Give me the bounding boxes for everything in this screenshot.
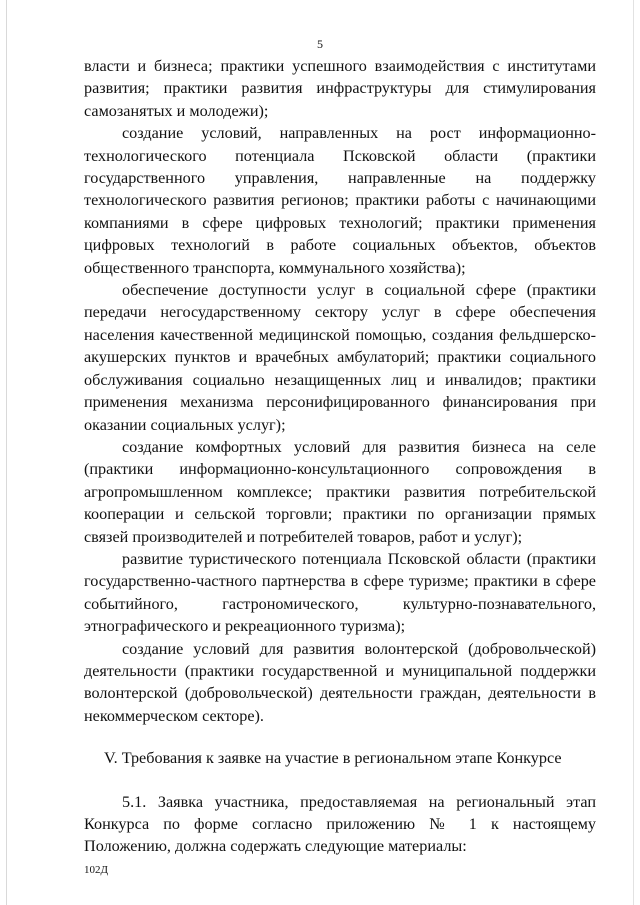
paragraph-continuation: власти и бизнеса; практики успешного взаимодействия с институтами развития; практики развития инфраструктуры для стимулирования самозанятых и молодежи); <box>84 57 596 120</box>
scan-edge-right <box>633 0 634 905</box>
paragraph-tourism: развитие туристического потенциала Псковской области (практики государственно-частного партнерства в сфере туризме; практики в сфере событийного, гастрономического, культурно-познавательного, этнографического и рекреационного туризма); <box>84 549 596 636</box>
document-body <box>84 55 596 858</box>
footer-code: 102Д <box>84 864 109 876</box>
paragraph-volunteering: создание условий для развития волонтерской (добровольческой) деятельности (практики государственной и муниципальной поддержки волонтерской (добровольческой) деятельности граждан, деятельности в некоммерческом секторе). <box>84 639 596 725</box>
section-heading: V. Требования к заявке на участие в региональном этапе Конкурсе <box>104 749 562 768</box>
paragraph-rural-business: создание комфортных условий для развития бизнеса на селе (практики информационно-консультационного сопровождения в агропромышленном комплексе; практики развития потребительской кооперации и сельской торговли; практики по организации прямых связей производителей и потребителей товаров, работ и услуг); <box>84 437 596 546</box>
scan-edge-left <box>6 0 7 905</box>
page-number: 5 <box>317 37 323 51</box>
paragraph-social-services: обеспечение доступности услуг в социальной сфере (практики передачи негосударственному сектору услуг в сфере обеспечения населения качественной медицинской помощью, создания фельдшерско-акушерских пунктов и врачебных амбулаторий; практики социального обслуживания социально незащищенных лиц и инвалидов; практики применения механизма персонифицированного финансирования при оказании социальных услуг); <box>84 281 596 434</box>
paragraph-it-potential: создание условий, направленных на рост информационно-технологического потенциала Псковской области (практики государственного управления, направленные на поддержку технологического развития регионов; практики работы с начинающими компаниями в сфере цифровых технологий; практики применения цифровых технологий в работе социальных объектов, объектов общественного транспорта, коммунального хозяйства); <box>84 124 596 277</box>
paragraph-application-requirements: 5.1. Заявка участника, предоставляемая на региональный этап Конкурса по форме согласно приложению № 1 к настоящему Положению, должна содержать следующие материалы: <box>84 792 596 856</box>
